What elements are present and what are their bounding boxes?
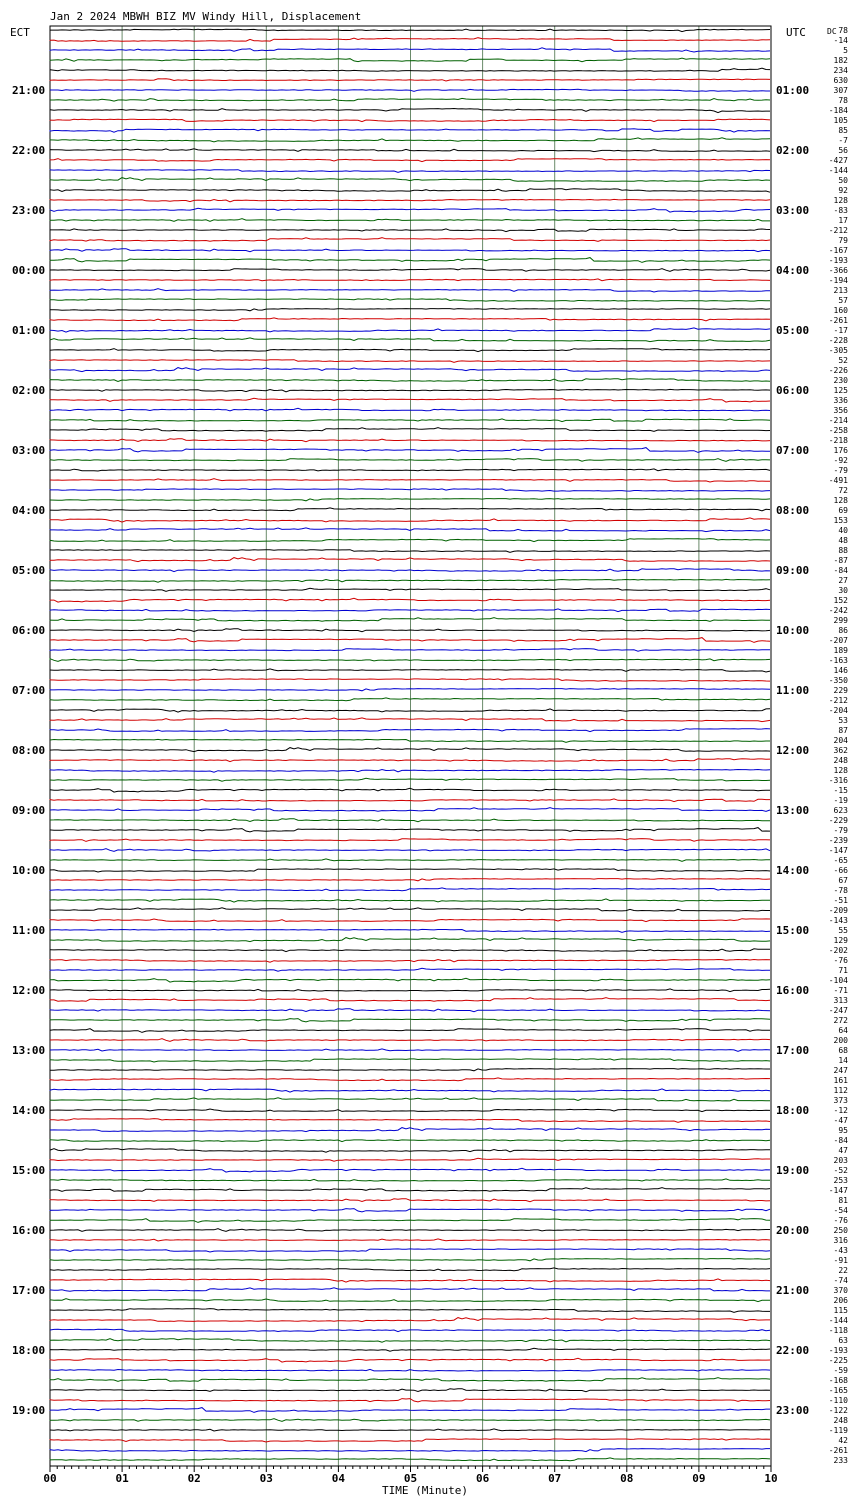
x-tick-label: 03 <box>259 1472 273 1485</box>
left-axis-label: ECT <box>10 26 30 39</box>
dc-offset-label: -168 <box>828 1376 848 1385</box>
dc-offset-label: -212 <box>828 226 848 235</box>
dc-offset-label: -194 <box>828 276 848 285</box>
dc-offset-label: 182 <box>833 56 848 65</box>
x-tick-label: 01 <box>115 1472 129 1485</box>
ect-hour-label: 15:00 <box>12 1164 46 1177</box>
dc-offset-label: -242 <box>828 606 848 615</box>
ect-hour-label: 08:00 <box>12 744 46 757</box>
ect-hour-label: 03:00 <box>12 444 46 457</box>
ect-hour-label: 11:00 <box>12 924 46 937</box>
dc-offset-label: 234 <box>833 66 848 75</box>
dc-offset-label: -366 <box>828 266 848 275</box>
dc-offset-label: 203 <box>833 1156 848 1165</box>
dc-offset-label: -104 <box>828 976 848 985</box>
dc-offset-label: -225 <box>828 1356 848 1365</box>
dc-offset-label: -427 <box>828 156 848 165</box>
x-tick-label: 00 <box>43 1472 57 1485</box>
dc-offset-label: -7 <box>838 136 848 145</box>
dc-offset-label: -229 <box>828 816 848 825</box>
dc-offset-label: -59 <box>833 1366 848 1375</box>
dc-offset-label: 95 <box>838 1126 848 1135</box>
x-tick-label: 04 <box>331 1472 346 1485</box>
dc-offset-label: 78 <box>838 26 848 35</box>
dc-offset-label: 22 <box>838 1266 848 1275</box>
ect-hour-label: 18:00 <box>12 1344 46 1357</box>
utc-hour-label: 05:00 <box>776 324 810 337</box>
dc-offset-label: 50 <box>838 176 848 185</box>
dc-offset-label: 230 <box>833 376 848 385</box>
utc-hour-label: 02:00 <box>776 144 810 157</box>
utc-hour-labels <box>776 84 809 1417</box>
dc-offset-label: 356 <box>833 406 848 415</box>
ect-hour-label: 09:00 <box>12 804 46 817</box>
ect-hour-label: 16:00 <box>12 1224 46 1237</box>
dc-offset-label: -71 <box>833 986 848 995</box>
dc-offset-label: -84 <box>833 566 848 575</box>
dc-offset-label: -54 <box>833 1206 848 1215</box>
dc-offset-label: -143 <box>828 916 848 925</box>
dc-offset-labels <box>829 26 848 1465</box>
dc-offset-label: -65 <box>833 856 848 865</box>
ect-hour-label: 05:00 <box>12 564 46 577</box>
dc-offset-label: 336 <box>833 396 848 405</box>
ect-hour-label: 22:00 <box>12 144 46 157</box>
dc-offset-label: -212 <box>828 696 848 705</box>
dc-offset-label: 79 <box>838 236 848 245</box>
dc-offset-label: -261 <box>828 1446 848 1455</box>
dc-offset-label: 68 <box>838 1046 848 1055</box>
dc-offset-label: 189 <box>833 646 848 655</box>
dc-offset-label: 362 <box>833 746 848 755</box>
dc-offset-label: -51 <box>833 896 848 905</box>
ect-hour-label: 13:00 <box>12 1044 46 1057</box>
dc-offset-label: -78 <box>833 886 848 895</box>
dc-offset-label: 213 <box>833 286 848 295</box>
ect-hour-label: 06:00 <box>12 624 46 637</box>
dc-offset-label: -147 <box>828 846 848 855</box>
dc-offset-label: 200 <box>833 1036 848 1045</box>
x-tick-label: 06 <box>475 1472 490 1485</box>
dc-offset-label: -261 <box>828 316 848 325</box>
dc-offset-label: 92 <box>838 186 848 195</box>
dc-offset-label: 67 <box>838 876 848 885</box>
dc-offset-label: 153 <box>833 516 848 525</box>
ect-hour-label: 12:00 <box>12 984 46 997</box>
dc-offset-label: 48 <box>838 536 848 545</box>
dc-offset-label: 176 <box>833 446 848 455</box>
dc-offset-label: 5 <box>843 46 848 55</box>
dc-offset-label: -91 <box>833 1256 848 1265</box>
ect-hour-label: 00:00 <box>12 264 46 277</box>
dc-offset-label: 146 <box>833 666 848 675</box>
x-tick-label: 02 <box>187 1472 201 1485</box>
dc-offset-label: 27 <box>838 576 848 585</box>
utc-hour-label: 16:00 <box>776 984 810 997</box>
dc-offset-label: 55 <box>838 926 848 935</box>
ect-hour-label: 14:00 <box>12 1104 46 1117</box>
dc-offset-label: -239 <box>828 836 848 845</box>
ect-hour-label: 23:00 <box>12 204 46 217</box>
dc-offset-label: 72 <box>838 486 848 495</box>
dc-offset-label: 206 <box>833 1296 848 1305</box>
utc-hour-label: 23:00 <box>776 1404 810 1417</box>
utc-hour-label: 17:00 <box>776 1044 810 1057</box>
dc-offset-label: -316 <box>828 776 848 785</box>
dc-offset-label: 125 <box>833 386 848 395</box>
dc-offset-label: -119 <box>828 1426 848 1435</box>
dc-offset-label: -144 <box>828 1316 848 1325</box>
x-tick-label: 10 <box>764 1472 778 1485</box>
dc-offset-label: -79 <box>833 466 848 475</box>
dc-offset-label: -207 <box>828 636 848 645</box>
ect-hour-label: 17:00 <box>12 1284 46 1297</box>
dc-offset-label: 128 <box>833 766 848 775</box>
dc-offset-label: 253 <box>833 1176 848 1185</box>
dc-offset-label: 88 <box>838 546 848 555</box>
dc-offset-label: -19 <box>833 796 848 805</box>
dc-offset-label: -76 <box>833 1216 848 1225</box>
dc-header: DC <box>827 27 837 36</box>
utc-hour-label: 13:00 <box>776 804 810 817</box>
dc-offset-label: -204 <box>828 706 848 715</box>
dc-offset-label: 57 <box>838 296 848 305</box>
dc-offset-label: -247 <box>828 1006 848 1015</box>
dc-offset-label: -12 <box>833 1106 848 1115</box>
dc-offset-label: 87 <box>838 726 848 735</box>
dc-offset-label: 17 <box>838 216 848 225</box>
dc-offset-label: 30 <box>838 586 848 595</box>
utc-hour-label: 18:00 <box>776 1104 810 1117</box>
dc-offset-label: -193 <box>828 1346 848 1355</box>
dc-offset-label: -52 <box>833 1166 848 1175</box>
dc-offset-label: 47 <box>838 1146 848 1155</box>
dc-offset-label: -66 <box>833 866 848 875</box>
utc-hour-label: 10:00 <box>776 624 810 637</box>
x-tick-label: 08 <box>620 1472 634 1485</box>
utc-hour-label: 04:00 <box>776 264 810 277</box>
dc-offset-label: 630 <box>833 76 848 85</box>
dc-offset-label: -110 <box>828 1396 848 1405</box>
dc-offset-label: 128 <box>833 196 848 205</box>
dc-offset-label: -43 <box>833 1246 848 1255</box>
dc-offset-label: -17 <box>833 326 848 335</box>
dc-offset-label: 14 <box>838 1056 848 1065</box>
dc-offset-label: -214 <box>828 416 848 425</box>
dc-offset-label: -87 <box>833 556 848 565</box>
dc-offset-label: -228 <box>828 336 848 345</box>
dc-offset-label: 81 <box>838 1196 848 1205</box>
dc-offset-label: -15 <box>833 786 848 795</box>
x-tick-label: 07 <box>548 1472 562 1485</box>
dc-offset-label: 71 <box>838 966 848 975</box>
dc-offset-label: -165 <box>828 1386 848 1395</box>
dc-offset-label: -202 <box>828 946 848 955</box>
ect-hour-label: 21:00 <box>12 84 46 97</box>
dc-offset-label: -184 <box>828 106 848 115</box>
dc-offset-label: -83 <box>833 206 848 215</box>
dc-offset-label: -209 <box>828 906 848 915</box>
ect-hour-label: 02:00 <box>12 384 46 397</box>
dc-offset-label: 373 <box>833 1096 848 1105</box>
dc-offset-label: -147 <box>828 1186 848 1195</box>
dc-offset-label: -122 <box>828 1406 848 1415</box>
dc-offset-label: 161 <box>833 1076 848 1085</box>
dc-offset-label: 316 <box>833 1236 848 1245</box>
dc-offset-label: -350 <box>828 676 848 685</box>
dc-offset-label: 160 <box>833 306 848 315</box>
utc-hour-label: 07:00 <box>776 444 810 457</box>
utc-hour-label: 14:00 <box>776 864 810 877</box>
dc-offset-label: 112 <box>833 1086 848 1095</box>
ect-hour-label: 01:00 <box>12 324 46 337</box>
dc-offset-label: -74 <box>833 1276 848 1285</box>
dc-offset-label: 233 <box>833 1456 848 1465</box>
dc-offset-label: 370 <box>833 1286 848 1295</box>
utc-hour-label: 01:00 <box>776 84 810 97</box>
dc-offset-label: 63 <box>838 1336 848 1345</box>
dc-offset-label: 53 <box>838 716 848 725</box>
x-axis-label: TIME (Minute) <box>381 1484 469 1497</box>
dc-offset-label: -167 <box>828 246 848 255</box>
x-tick-label: 05 <box>403 1472 418 1485</box>
utc-hour-label: 12:00 <box>776 744 810 757</box>
dc-offset-label: 69 <box>838 506 848 515</box>
utc-hour-label: 06:00 <box>776 384 810 397</box>
utc-hour-label: 21:00 <box>776 1284 810 1297</box>
dc-offset-label: -92 <box>833 456 848 465</box>
dc-offset-label: 152 <box>833 596 848 605</box>
dc-offset-label: 56 <box>838 146 848 155</box>
dc-offset-label: 40 <box>838 526 848 535</box>
dc-offset-label: 247 <box>833 1066 848 1075</box>
dc-offset-label: -76 <box>833 956 848 965</box>
dc-offset-label: -47 <box>833 1116 848 1125</box>
dc-offset-label: -218 <box>828 436 848 445</box>
dc-offset-label: 64 <box>838 1026 848 1035</box>
dc-offset-label: 229 <box>833 686 848 695</box>
dc-offset-label: 272 <box>833 1016 848 1025</box>
utc-hour-label: 20:00 <box>776 1224 810 1237</box>
dc-offset-label: 128 <box>833 496 848 505</box>
dc-offset-label: -226 <box>828 366 848 375</box>
utc-hour-label: 03:00 <box>776 204 810 217</box>
dc-offset-label: 115 <box>833 1306 848 1315</box>
dc-offset-label: 52 <box>838 356 848 365</box>
utc-hour-label: 22:00 <box>776 1344 810 1357</box>
dc-offset-label: -118 <box>828 1326 848 1335</box>
utc-hour-label: 09:00 <box>776 564 810 577</box>
x-tick-label: 09 <box>692 1472 706 1485</box>
dc-offset-label: 250 <box>833 1226 848 1235</box>
x-axis <box>43 1466 777 1485</box>
dc-offset-label: -84 <box>833 1136 848 1145</box>
dc-offset-label: 85 <box>838 126 848 135</box>
utc-hour-label: 08:00 <box>776 504 810 517</box>
dc-offset-label: -79 <box>833 826 848 835</box>
dc-offset-label: 204 <box>833 736 848 745</box>
dc-offset-label: 129 <box>833 936 848 945</box>
dc-offset-label: -163 <box>828 656 848 665</box>
dc-offset-label: 78 <box>838 96 848 105</box>
dc-offset-label: 86 <box>838 626 848 635</box>
chart-title: Jan 2 2024 MBWH BIZ MV Windy Hill, Displacement <box>50 10 362 23</box>
ect-hour-label: 07:00 <box>12 684 46 697</box>
ect-hour-label: 04:00 <box>12 504 46 517</box>
utc-hour-label: 11:00 <box>776 684 810 697</box>
dc-offset-label: 299 <box>833 616 848 625</box>
dc-offset-label: 623 <box>833 806 848 815</box>
ect-hour-label: 10:00 <box>12 864 46 877</box>
right-axis-label: UTC <box>786 26 806 39</box>
dc-offset-label: -305 <box>828 346 848 355</box>
dc-offset-label: -258 <box>828 426 848 435</box>
utc-hour-label: 15:00 <box>776 924 810 937</box>
dc-offset-label: 307 <box>833 86 848 95</box>
dc-offset-label: 248 <box>833 1416 848 1425</box>
dc-offset-label: -491 <box>828 476 848 485</box>
dc-offset-label: -14 <box>833 36 848 45</box>
dc-offset-label: -144 <box>828 166 848 175</box>
utc-hour-label: 19:00 <box>776 1164 810 1177</box>
dc-offset-label: 313 <box>833 996 848 1005</box>
ect-hour-label: 19:00 <box>12 1404 46 1417</box>
ect-hour-labels <box>12 84 45 1417</box>
dc-offset-label: 105 <box>833 116 848 125</box>
dc-offset-label: 248 <box>833 756 848 765</box>
dc-offset-label: 42 <box>838 1436 848 1445</box>
dc-offset-label: -193 <box>828 256 848 265</box>
